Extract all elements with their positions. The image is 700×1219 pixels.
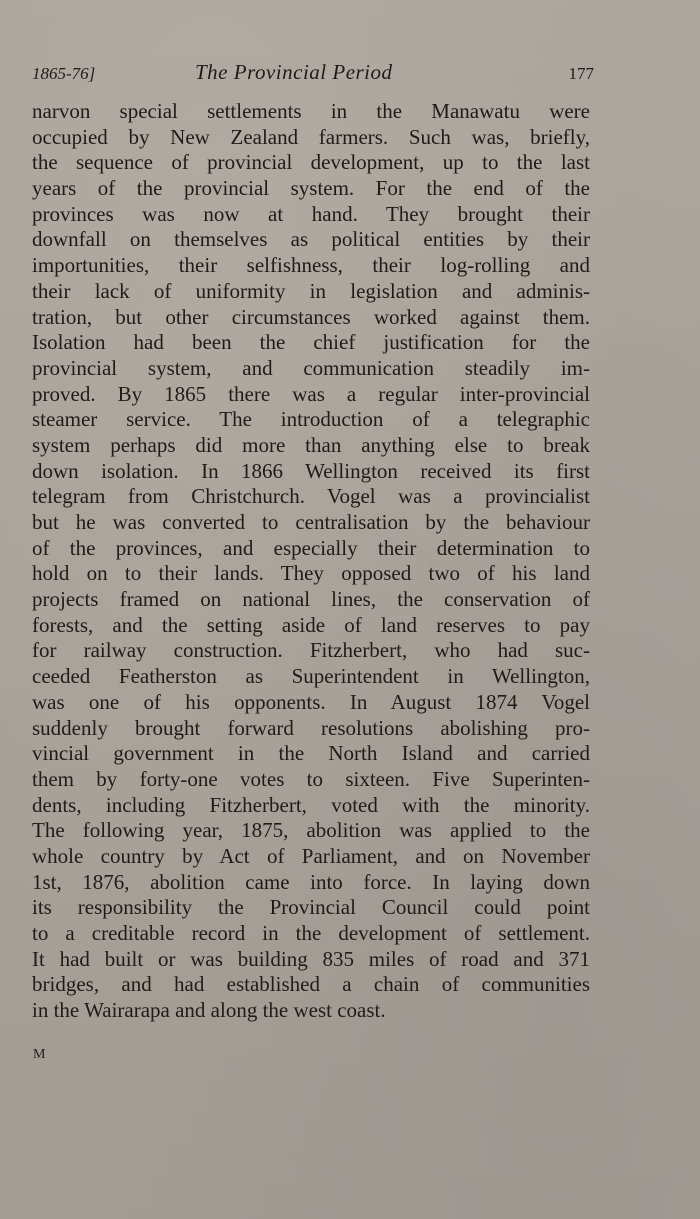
text-line: system perhaps did more than anything else to break <box>32 432 590 457</box>
text-line: The following year, 1875, abolition was applied to the <box>32 818 590 843</box>
text-line: of the provinces, and especially their determination to <box>32 535 590 560</box>
text-line: their lack of uniformity in legislation and adminis- <box>32 278 590 303</box>
text-line: telegram from Christchurch. Vogel was a provincialist <box>32 484 590 509</box>
text-line: steamer service. The introduction of a telegraphic <box>32 407 590 432</box>
text-line: tration, but other circumstances worked against them. <box>32 304 590 329</box>
running-head-title: The Provincial Period <box>195 60 393 84</box>
text-line: proved. By 1865 there was a regular inter-provincial <box>32 381 590 406</box>
text-line: provincial system, and communication steadily im- <box>32 355 590 380</box>
text-line: whole country by Act of Parliament, and on November <box>32 843 590 868</box>
text-line: hold on to their lands. They opposed two of his land <box>32 561 590 586</box>
text-line: forests, and the setting aside of land reserves to pay <box>32 612 590 637</box>
text-line: the sequence of provincial development, up to the last <box>32 150 590 175</box>
running-head-date-range: 1865-76] <box>32 64 96 83</box>
text-line: for railway construction. Fitzherbert, who had suc- <box>32 638 590 663</box>
running-head <box>32 60 594 90</box>
text-line: projects framed on national lines, the conservation of <box>32 587 590 612</box>
text-line-last: in the Wairarapa and along the west coast. <box>32 998 386 1023</box>
text-line: 1st, 1876, abolition came into force. In laying down <box>32 869 590 894</box>
text-line: importunities, their selfishness, their log-rolling and <box>32 253 590 278</box>
text-line: narvon special settlements in the Manawatu were <box>32 99 590 123</box>
text-line: provinces was now at hand. They brought their <box>32 201 590 226</box>
body-text <box>32 99 590 1024</box>
text-line: its responsibility the Provincial Council could point <box>32 895 590 920</box>
text-line: downfall on themselves as political entities by their <box>32 227 590 252</box>
text-line: was one of his opponents. In August 1874 Vogel <box>32 689 590 714</box>
signature-mark: M <box>33 1047 46 1062</box>
text-line: but he was converted to centralisation by the behaviour <box>32 510 590 534</box>
text-line: suddenly brought forward resolutions abolishing pro- <box>32 715 590 740</box>
text-line: them by forty-one votes to sixteen. Five Superinten- <box>32 766 590 791</box>
text-line: down isolation. In 1866 Wellington received its first <box>32 458 590 483</box>
text-line: years of the provincial system. For the end of the <box>32 176 590 201</box>
text-line: It had built or was building 835 miles of road and 371 <box>32 946 590 971</box>
text-line: Isolation had been the chief justification for the <box>32 330 590 355</box>
text-line: ceeded Featherston as Superintendent in Wellington, <box>32 664 590 689</box>
text-line: vincial government in the North Island and carried <box>32 741 590 766</box>
page-number: 177 <box>568 64 594 83</box>
text-line: to a creditable record in the development of settlement. <box>32 921 590 945</box>
text-line: bridges, and had established a chain of communities <box>32 972 590 997</box>
text-line: dents, including Fitzherbert, voted with the minority. <box>32 792 590 817</box>
text-line: occupied by New Zealand farmers. Such was, briefly, <box>32 124 590 149</box>
